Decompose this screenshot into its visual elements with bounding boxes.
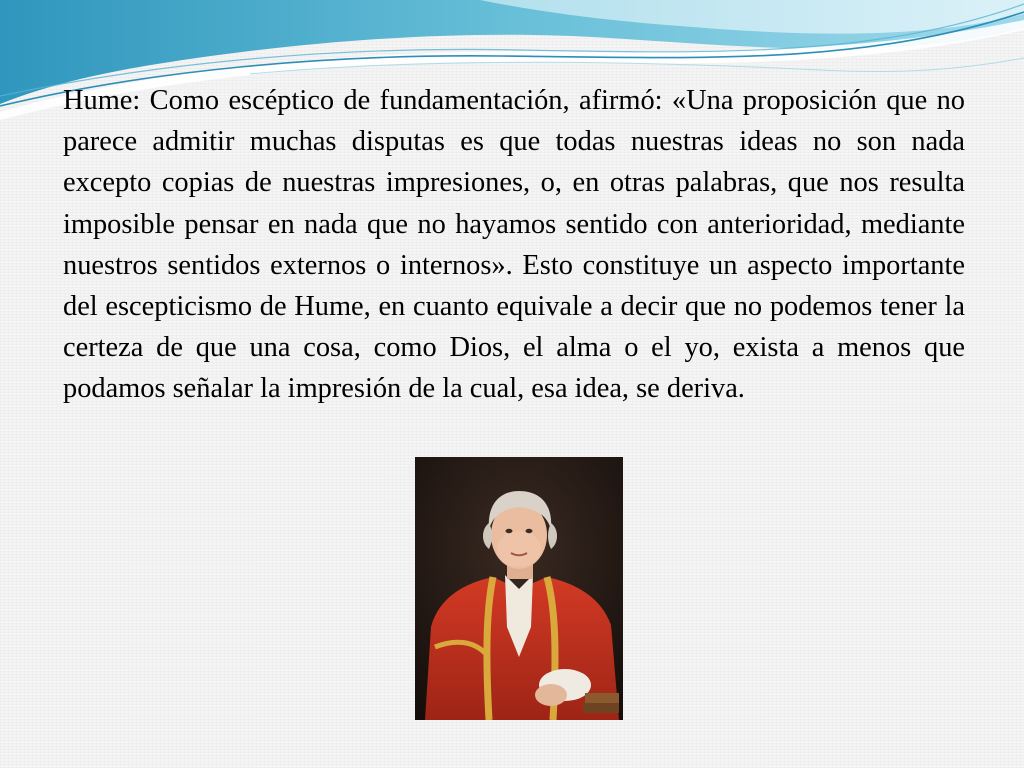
body-text: Hume: Como escéptico de fundamentación, afirmó: «Una proposición que no parece admitir muchas disputas es que todas nuestras ideas no son nada excepto copias de nuestras impresiones, o, en otras palabras, que nos resulta imposible pensar en nada que no hayamos sentido con anterioridad, mediante nuestros sentidos externos o internos». Esto constituye un aspecto importante del escepticismo de Hume, en cuanto equivale a decir que no podemos tener la certeza de que una cosa, como Dios, el alma o el yo, exista a menos que podamos señalar la impresión de la cual, esa idea, se deriva. [63, 85, 965, 405]
portrait-image [415, 457, 623, 720]
